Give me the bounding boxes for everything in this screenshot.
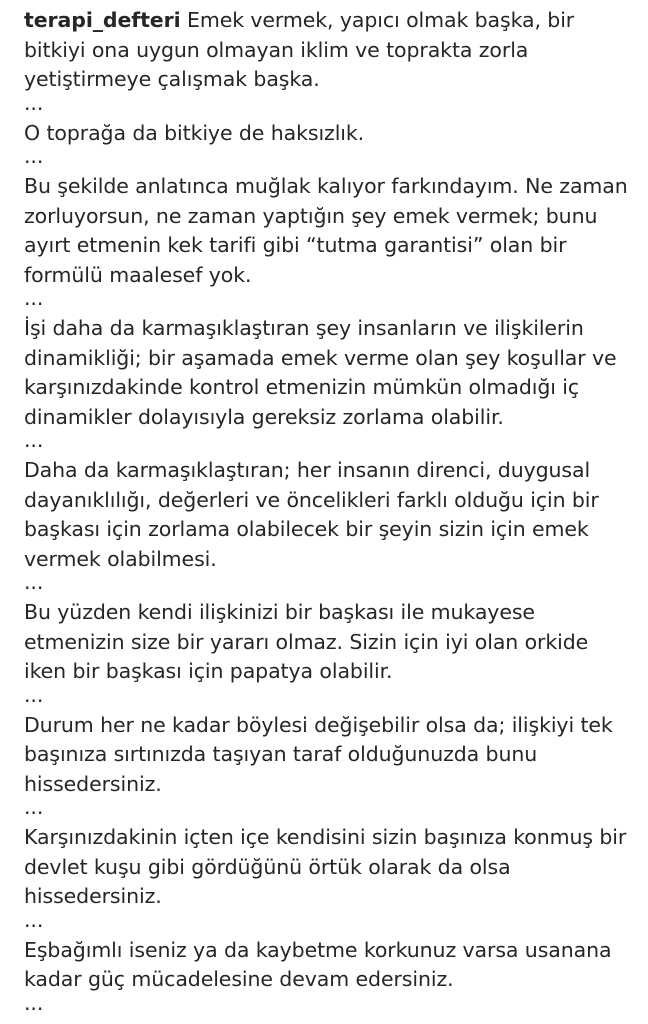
caption-paragraph: Daha da karmaşıklaştıran; her insanın direnci, duygusal dayanıklılığı, değerleri ve öncelikleri farklı olduğu için bir başkası için zorlama olabilecek bir şeyin sizin için emek vermek olabilmesi. (24, 458, 599, 571)
separator: ... (24, 682, 44, 707)
username-link[interactable]: terapi_defteri (24, 8, 181, 32)
caption-paragraph: Durum her ne kadar böylesi değişebilir olsa da; ilişkiyi tek başınıza sırtınızda taşıyan taraf olduğunuzda bunu hissedersiniz. (24, 712, 613, 796)
caption-paragraph: Karşınızdakinin içten içe kendisini sizin başınıza konmuş bir devlet kuşu gibi gördüğünü örtük olarak da olsa hissedersiniz. (24, 825, 627, 908)
separator: ... (24, 907, 44, 932)
separator: ... (24, 144, 44, 168)
separator: ... (24, 795, 44, 819)
caption-paragraph: Bu yüzden kendi ilişkinizi bir başkası ile mukayese etmenizin size bir yararı olmaz. Sizin için iyi olan orkide iken bir başkası için papatya olabilir. (24, 600, 589, 683)
caption-intro-text: Emek vermek, yapıcı olmak başka, bir bitkiyi ona uygun olmayan iklim ve toprakta zorla yetiştirmeye çalışmak başka. (24, 8, 575, 91)
post-caption (24, 6, 632, 1019)
separator: ... (24, 570, 44, 594)
caption-paragraph: O toprağa da bitkiye de haksızlık. (24, 120, 365, 145)
separator: ... (24, 90, 44, 115)
caption-paragraph: Eşbağımlı iseniz ya da kaybetme korkunuz varsa usanana kadar güç mücadelesine devam edersiniz. (24, 937, 612, 991)
separator: ... (24, 428, 44, 452)
caption-paragraph: Bu şekilde anlatınca muğlak kalıyor farkındayım. Ne zaman zorluyorsun, ne zaman yaptığın şey emek vermek; bunu ayırt etmenin kek tarifi gibi “tutma garantisi” olan bir formülü maalesef yok. (24, 174, 628, 287)
caption-paragraph: İşi daha da karmaşıklaştıran şey insanların ve ilişkilerin dinamikliği; bir aşamada emek verme olan şey koşullar ve karşınızdakinde kontrol etmenizin mümkün olmadığı iç dinamikler dolayısıyla gereksiz zorlama olabilir. (24, 316, 617, 429)
caption-intro (24, 6, 632, 95)
separator: ... (24, 990, 44, 1015)
separator: ... (24, 286, 44, 310)
